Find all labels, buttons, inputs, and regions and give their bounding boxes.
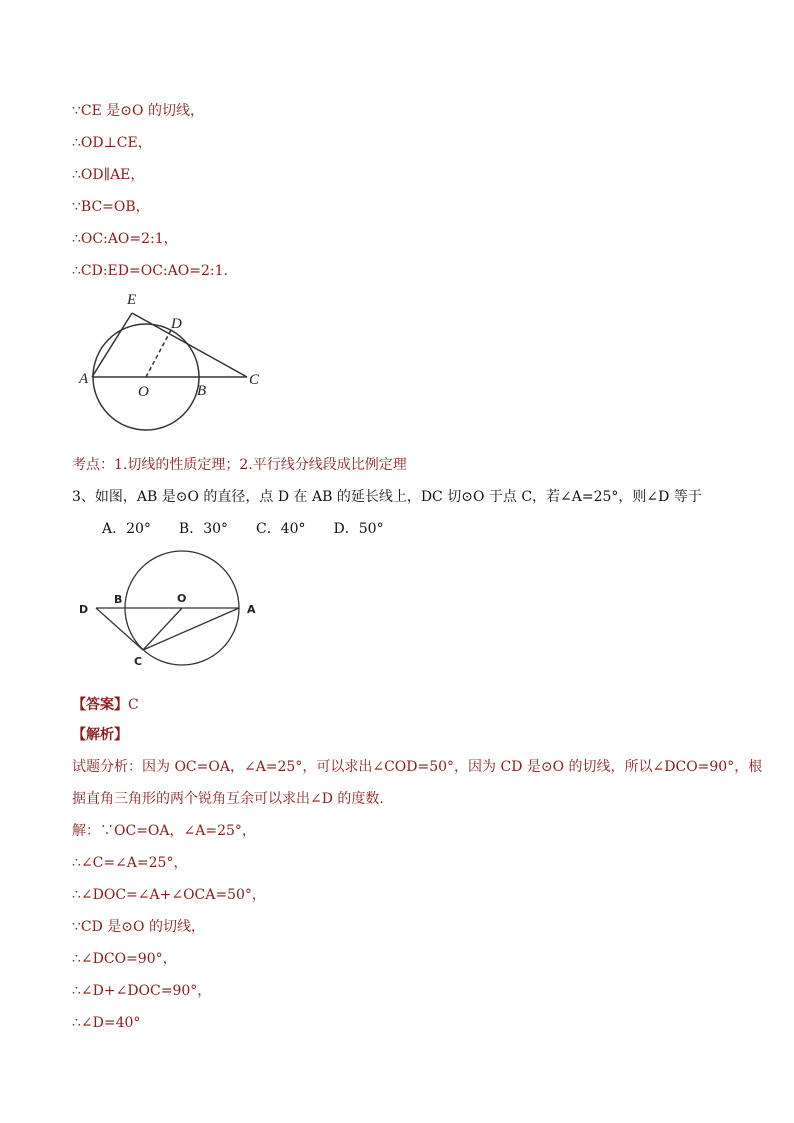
label-o: O [177, 592, 187, 605]
line-dc [96, 608, 143, 650]
figure-circle-tangent-dc [76, 550, 276, 675]
label-e: E [127, 292, 137, 308]
line-oc [143, 608, 182, 650]
line-ec [132, 313, 247, 377]
proof-line-1: ∵CE 是⊙O 的切线， [72, 103, 204, 119]
label-d: D [171, 316, 182, 332]
line-od-dashed [146, 330, 171, 377]
solution-line-4: ∵CD 是⊙O 的切线， [72, 919, 205, 935]
proof-line-3: ∴OD∥AE， [72, 167, 145, 183]
analysis-label: 【解析】 [72, 727, 128, 743]
answer-line [72, 696, 139, 714]
proof-line-2: ∴OD⊥CE， [72, 135, 152, 151]
solution-line-2: ∴∠C=∠A=25°， [72, 855, 188, 871]
label-c: C [134, 655, 143, 668]
proof-line-4: ∵BC=OB， [72, 199, 150, 215]
label-b: B [114, 593, 123, 606]
line-ae [92, 313, 132, 377]
kaodian: 考点：1.切线的性质定理；2.平行线分线段成比例定理 [72, 457, 407, 473]
proof-line-6: ∴CD:ED=OC:AO=2:1. [72, 263, 228, 279]
solution-line-6: ∴∠D+∠DOC=90°， [72, 983, 212, 999]
solution-line-3: ∴∠DOC=∠A+∠OCA=50°， [72, 887, 266, 903]
answer-value: C [128, 697, 139, 713]
analysis-line-1: 试题分析：因为 OC=OA，∠A=25°，可以求出∠COD=50°，因为 CD 是⊙O 的切线，所以∠DCO=90°，根 [72, 759, 763, 775]
line-ac [143, 608, 239, 650]
label-o: O [138, 384, 149, 400]
label-a: A [247, 603, 256, 616]
analysis-line-2: 据直角三角形的两个锐角互余可以求出∠D 的度数. [72, 791, 384, 807]
label-b: B [197, 383, 207, 399]
question-3-options: A．20° B．30° C．40° D．50° [102, 521, 384, 537]
label-c: C [249, 372, 260, 388]
figure-circle-tangent-ce [70, 288, 280, 438]
answer-label: 【答案】 [72, 697, 128, 713]
solution-line-5: ∴∠DCO=90°， [72, 951, 177, 967]
proof-line-5: ∴OC:AO=2:1， [72, 231, 178, 247]
label-d: D [79, 603, 89, 616]
label-a: A [79, 371, 89, 387]
solution-line-7: ∴∠D=40° [72, 1015, 141, 1031]
solution-line-1: 解：∵OC=OA，∠A=25°， [72, 823, 256, 839]
question-3-stem: 3、如图，AB 是⊙O 的直径，点 D 在 AB 的延长线上，DC 切⊙O 于点 C，若∠A=25°，则∠D 等于 [72, 489, 702, 505]
